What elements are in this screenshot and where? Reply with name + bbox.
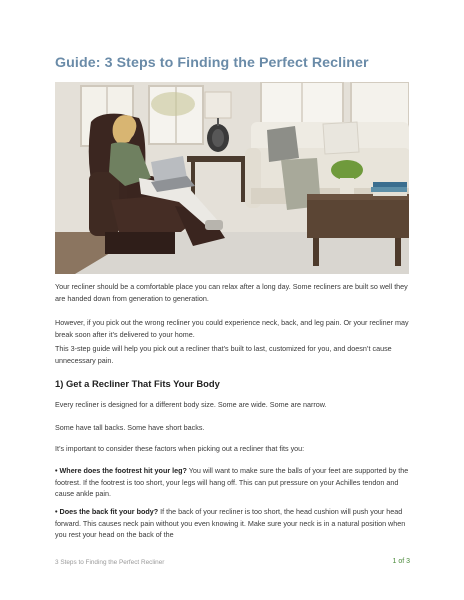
bullet-back-fit-text: If the back of your recliner is too short, the head cushion will push your head forward. This causes neck pain without you even knowing it. Make sure your neck is in a natural position when you rest your head on the back of the	[55, 507, 406, 540]
intro-paragraph-1: Your recliner should be a comfortable place you can relax after a long day. Some recliners are built so well they are handed down from generation to generation.	[55, 282, 408, 303]
page-title: Guide: 3 Steps to Finding the Perfect Recliner	[55, 55, 369, 71]
footer-page-number: 1 of 3	[392, 558, 410, 565]
section-paragraph-2: Some have tall backs. Some have short backs.	[55, 423, 205, 432]
footer-document-title: 3 Steps to Finding the Perfect Recliner	[55, 559, 165, 566]
bullet-footrest-lead: • Where does the footrest hit your leg?	[55, 466, 187, 475]
bullet-footrest	[55, 465, 415, 500]
bullet-footrest-text: You will want to make sure the balls of your feet are supported by the footrest. If the footrest is too short, your legs will hang off. This can put pressure on your Achilles tendon and cause ankle pain.	[55, 466, 409, 499]
hero-photo-woman-in-recliner	[55, 82, 409, 274]
section-heading: 1) Get a Recliner That Fits Your Body	[55, 378, 220, 389]
bullet-back-fit	[55, 506, 415, 541]
intro-paragraph-2: However, if you pick out the wrong recliner you could experience neck, back, and leg pain. Or your recliner may break soon after it’s delivered to your home.	[55, 318, 409, 339]
section-paragraph-3: It’s important to consider these factors when picking out a recliner that fits you:	[55, 444, 305, 453]
intro-paragraph-3: This 3-step guide will help you pick out a recliner that’s built to last, customized for you, and doesn’t cause unnecessary pain.	[55, 344, 392, 365]
section-paragraph-1: Every recliner is designed for a different body size. Some are wide. Some are narrow.	[55, 400, 327, 409]
bullet-back-fit-lead: • Does the back fit your body?	[55, 507, 159, 516]
